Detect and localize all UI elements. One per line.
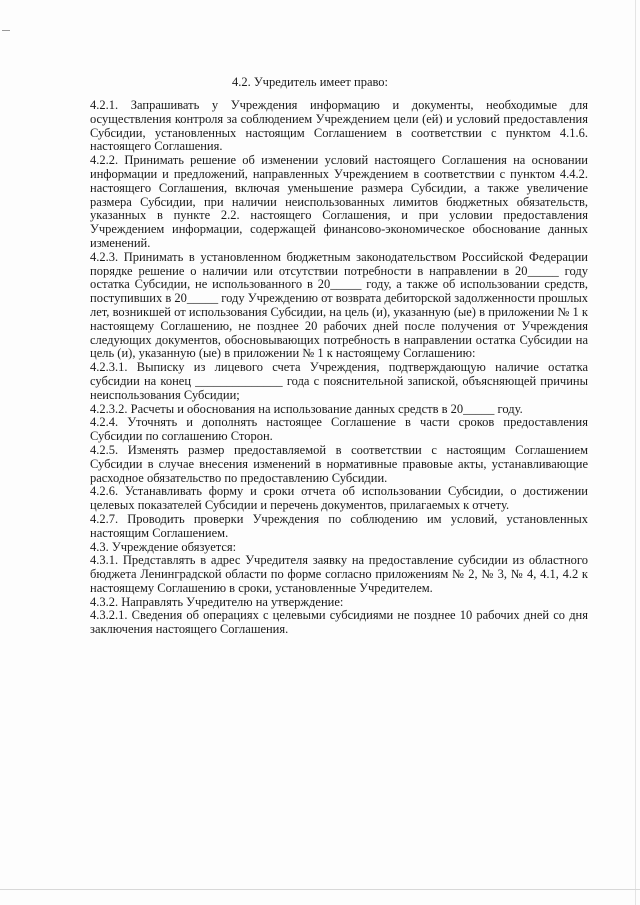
paragraph-4-2-2: 4.2.2. Принимать решение об изменении условий настоящего Соглашения на основании информации и предложений, направленных Учреждением в соответствии с пунктом 4.4.2. настоящего Соглашения, включая уменьшение размера Субсидии, а также увеличение размера Субсидии, при наличии неиспользованных лимитов бюджетных обязательств, указанных в пункте 2.2. настоящего Соглашения, и при условии предоставления Учреждением информации, содержащей финансово-экономическое обоснование данных изменений. <box>90 153 588 250</box>
scan-mark <box>2 30 10 31</box>
paragraph-4-2-6: 4.2.6. Устанавливать форму и сроки отчета об использовании Субсидии, о достижении целевых показателей Субсидии и перечень документов, прилагаемых к отчету. <box>90 484 588 513</box>
paragraph-4-2-3-1: 4.2.3.1. Выписку из лицевого счета Учреждения, подтверждающую наличие остатка субсидии на конец ______________ года с пояснительной запиской, объясняющей причины неиспользования Субсидии; <box>90 360 588 402</box>
scan-bottom-edge <box>0 889 640 890</box>
paragraph-4-3-2: 4.3.2. Направлять Учредителю на утверждение: <box>90 594 344 609</box>
paragraph-4-2-7: 4.2.7. Проводить проверки Учреждения по соблюдению им условий, установленных настоящим Соглашением. <box>90 511 588 540</box>
paragraph-4-3-1: 4.3.1. Представлять в адрес Учредителя заявку на предоставление субсидии из областного бюджета Ленинградской области по форме согласно приложениям № 2, № 3, № 4, 4.1, 4.2 к настоящему Соглашению в сроки, установленные Учредителем. <box>90 553 588 595</box>
paragraph-4-2-5: 4.2.5. Изменять размер предоставляемой в соответствии с настоящим Соглашением Субсидии в случае внесения изменений в нормативные правовые акты, устанавливающие расходное обязательство по предоставлению Субсидии. <box>90 442 588 485</box>
page-edge <box>635 0 636 905</box>
section-heading: 4.2. Учредитель имеет право: <box>231 75 389 89</box>
paragraph-4-3: 4.3. Учреждение обязуется: <box>90 539 237 554</box>
document-body <box>90 99 588 637</box>
paragraph-4-2-1: 4.2.1. Запрашивать у Учреждения информацию и документы, необходимые для осуществления контроля за соблюдением Учреждением цели (ей) и условий предоставления Субсидии, установленных настоящим Соглашением в соответствии с пунктом 4.1.6. настоящего Соглашения. <box>90 98 588 154</box>
paragraph-4-2-4: 4.2.4. Уточнять и дополнять настоящее Соглашение в части сроков предоставления Субсидии по соглашению Сторон. <box>90 415 588 444</box>
paragraph-4-2-3: 4.2.3. Принимать в установленном бюджетным законодательством Российской Федерации порядке решение о наличии или отсутствии потребности в направлении в 20_____ году остатка Субсидии, не использованного в 20_____ году, а также об использовании средств, поступивших в 20_____ году Учреждению от возврата дебиторской задолженности прошлых лет, возникшей от использования Субсидии, на цель (и), указанную (ые) в приложении № 1 к настоящему Соглашению, не позднее 20 рабочих дней после получения от Учреждения следующих документов, обосновывающих потребность в направлении остатка Субсидии на цель (и), указанную (ые) в приложении № 1 к настоящему Соглашению: <box>90 249 588 361</box>
paragraph-4-3-2-1: 4.3.2.1. Сведения об операциях с целевыми субсидиями не позднее 10 рабочих дней со дня заключения настоящего Соглашения. <box>90 608 588 637</box>
paragraph-4-2-3-2: 4.2.3.2. Расчеты и обоснования на использование данных средств в 20_____ году. <box>90 401 523 416</box>
